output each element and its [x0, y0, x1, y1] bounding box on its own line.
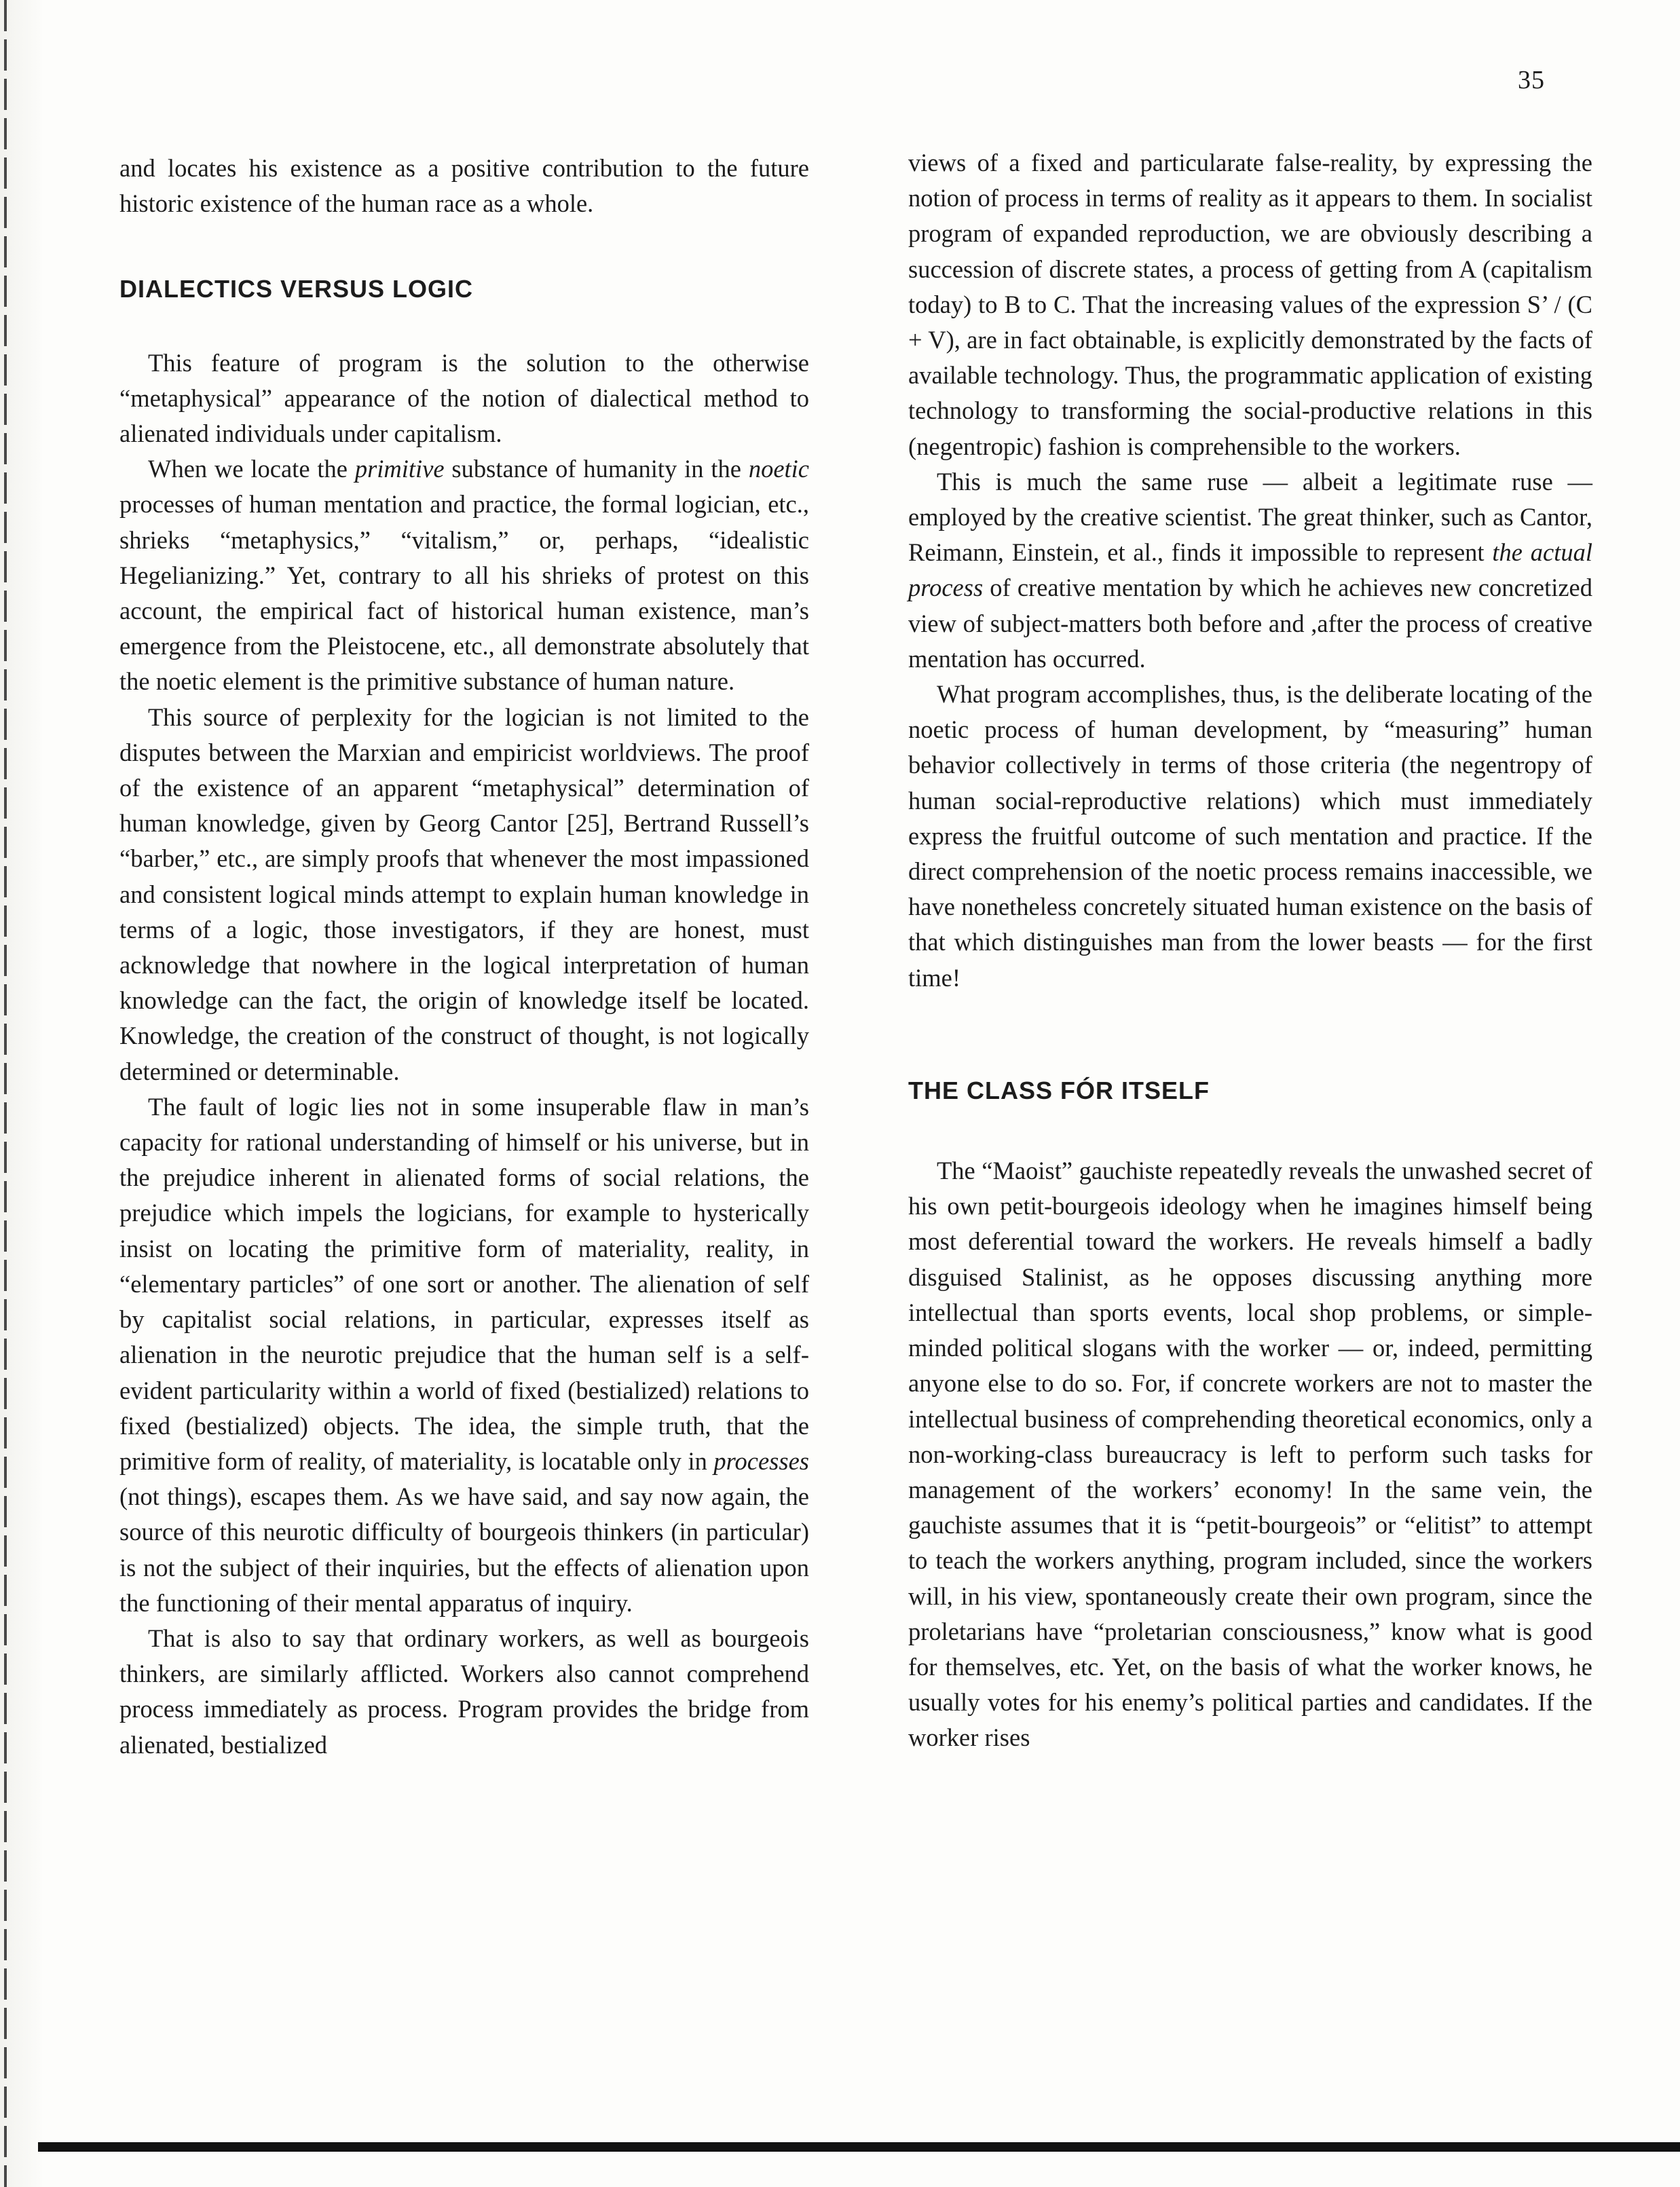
page-binding-edge	[0, 0, 42, 2187]
left-column	[119, 151, 809, 1763]
binding-rule	[4, 0, 7, 2187]
left-paragraph-3: This source of perplexity for the logician is not limited to the disputes between the Marxian and empiricist worldviews. The proof of the existence of an apparent “metaphysical” determination of human knowledge, given by Georg Cantor [25], Bertrand Russell’s “barber,” etc., are simply proofs that whenever the most impassioned and consistent logical minds attempt to explain human knowledge in terms of a logic, those investigators, if they are honest, must acknowledge that nowhere in the logical interpretation of human knowledge can the fact, the origin of knowledge itself be located. Knowledge, the creation of the construct of thought, is not logically determined or determinable.	[119, 703, 809, 1085]
left-paragraph-2-text-a: When we locate the	[148, 455, 355, 483]
left-paragraph-2-emphasis-2: noetic	[748, 455, 809, 483]
left-paragraph-2-text-c: processes of human mentation and practice, the formal logician, etc., shrieks “metaphysics,” “vitalism,” or, perhaps, “idealistic Hegelianizing.” Yet, contrary to all his shrieks of protest on this account, the empirical fact of historical human existence, man’s emergence from the Pleistocene, etc., all demonstrate absolutely that the noetic element is the primitive substance of human nature.	[119, 490, 809, 696]
left-paragraph-4-text-b: (not things), escapes them. As we have said, and say now again, the source of this neurotic difficulty of bourgeois thinkers (in particular) is not the subject of their inquiries, but the effects of alienation upon the functioning of their mental apparatus of inquiry.	[119, 1482, 809, 1617]
section-heading-class-for-itself: THE CLASS FÓR ITSELF	[908, 1076, 1210, 1104]
right-paragraph-1-text-b: of creative mentation by which he achieves new concretized view of subject-matters both before and ,after the process of creative mentation has occurred.	[908, 574, 1592, 673]
page-number: 35	[1518, 66, 1545, 94]
section-heading-dialectics: DIALECTICS VERSUS LOGIC	[119, 275, 474, 303]
left-paragraph-4-text-a: The fault of logic lies not in some insuperable flaw in man’s capacity for rational understanding of himself or his universe, but in the prejudice inherent in alienated forms of social relations, the prejudice which impels the logicians, for example to hysterically insist on locating the primitive form of materiality, reality, in “elementary particles” of one sort or another. The alienation of self by capitalist social relations, in particular, expresses itself as alienation in the neurotic prejudice that the human self is a self-evident particularity within a world of fixed (bestialized) relations to fixed (bestialized) objects. The idea, the simple truth, that the primitive form of reality, of materiality, is locatable only in	[119, 1092, 809, 1475]
right-paragraph-1-emphasis: the actual process	[908, 538, 1592, 602]
right-column	[908, 145, 1592, 1756]
left-paragraph-2-emphasis-1: primitive	[354, 455, 445, 483]
right-paragraph-2: What program accomplishes, thus, is the deliberate locating of the noetic process of human development, by “measuring” human behavior collectively in terms of those criteria (the negentropy of human social-reproductive relations) which must immediately express the fruitful outcome of such mentation and practice. If the direct comprehension of the noetic process remains inaccessible, we have nonetheless concretely situated human existence on the basis of that which distinguishes man from the lower beasts — for the first time!	[908, 680, 1592, 992]
left-paragraph-1: This feature of program is the solution to the otherwise “metaphysical” appearance of the notion of dialectical method to alienated individuals under capitalism.	[119, 348, 809, 448]
left-paragraph-4	[119, 1089, 809, 1621]
right-paragraph-1-text-a: This is much the same ruse — albeit a legitimate ruse — employed by the creative scientist. The great thinker, such as Cantor, Reimann, Einstein, et al., finds it impossible to represent	[908, 467, 1592, 567]
right-paragraph-1	[908, 464, 1592, 677]
right-continuation-paragraph: views of a fixed and particularate false-reality, by expressing the notion of process in terms of reality as it appears to them. In socialist program of expanded reproduction, we are obviously describing a succession of discrete states, a process of getting from A (capitalism today) to B to C. That the increasing values of the expression S’ / (C + V), are in fact obtainable, is explicitly demonstrated by the facts of available technology. Thus, the programmatic application of existing technology to transforming the social-productive relations in this (negentropic) fashion is comprehensible to the workers.	[908, 149, 1592, 460]
bottom-rule	[38, 2142, 1680, 2152]
left-continuation-paragraph: and locates his existence as a positive contribution to the future historic existence of the human race as a whole.	[119, 154, 809, 218]
right-paragraph-3: The “Maoist” gauchiste repeatedly reveals the unwashed secret of his own petit-bourgeois ideology when he imagines himself being most deferential toward the workers. He reveals himself a badly disguised Stalinist, as he opposes discussing anything more intellectual than sports events, local shop problems, or simple-minded political slogans with the worker — or, indeed, permitting anyone else to do so. For, if concrete workers are not to master the intellectual business of comprehending theoretical economics, only a non-working-class bureaucracy is left to perform such tasks for management of the workers’ economy! In the same vein, the gauchiste assumes that it is “petit-bourgeois” or “elitist” to attempt to teach the workers anything, program included, since the workers will, in his view, spontaneously create their own program, since the proletarians have “proletarian consciousness,” know what is good for themselves, etc. Yet, on the basis of what the worker knows, he usually votes for his enemy’s political parties and candidates. If the worker rises	[908, 1157, 1592, 1752]
left-paragraph-5: That is also to say that ordinary workers, as well as bourgeois thinkers, are similarly afflicted. Workers also cannot comprehend process immediately as process. Program provides the bridge from alienated, bestialized	[119, 1624, 809, 1759]
left-paragraph-2	[119, 451, 809, 699]
left-paragraph-2-text-b: substance of humanity in the	[444, 455, 749, 483]
left-paragraph-4-emphasis: processes	[713, 1446, 809, 1475]
